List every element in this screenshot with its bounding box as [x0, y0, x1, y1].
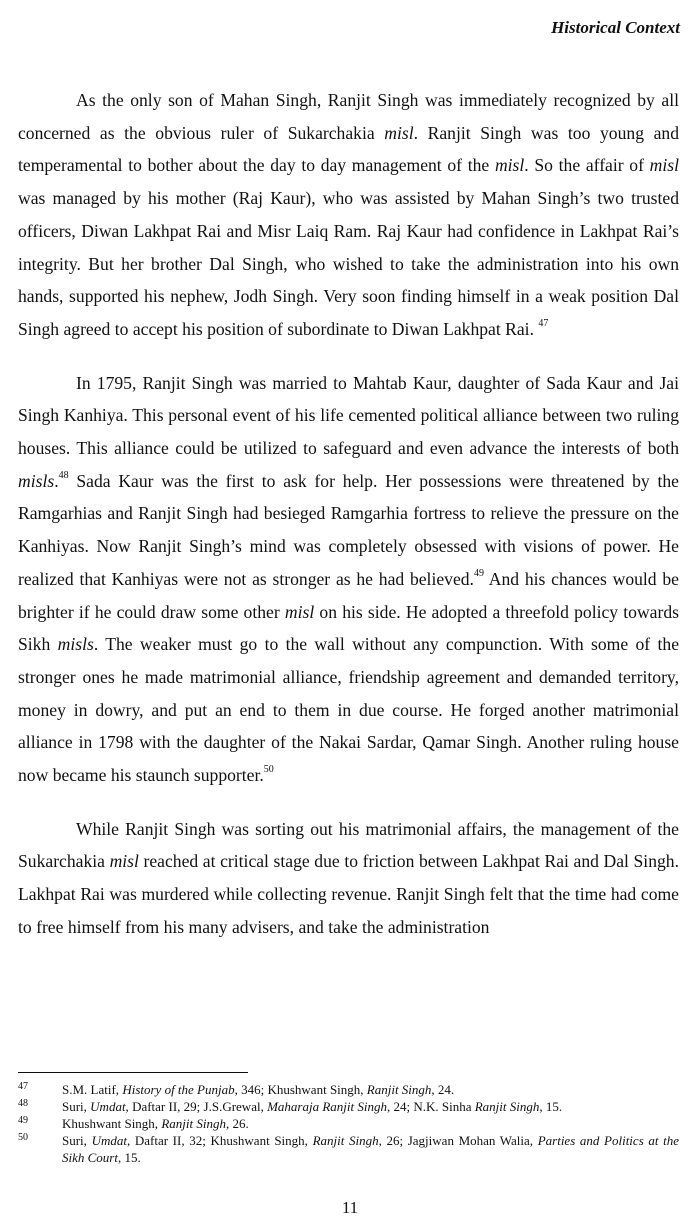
paragraph-1 [18, 84, 679, 346]
italic-title: Parties and Politics at the Sikh Court [62, 1133, 680, 1165]
text-run: Khushwant Singh, [62, 1116, 162, 1131]
italic-term: misls [57, 634, 94, 655]
text-run: . Ranjit Singh was too young and temperamental to bother about the day to day management of the [18, 122, 680, 176]
page-number: 11 [341, 1198, 359, 1217]
text-run: . [54, 470, 59, 491]
italic-term: misl [284, 601, 315, 622]
italic-title: Ranjit Singh, [161, 1116, 230, 1131]
footnote-number: 50 [18, 1132, 28, 1143]
running-header: Historical Context [551, 18, 680, 37]
italic-title: History of the Punjab [122, 1082, 235, 1097]
footnote-ref-47[interactable]: 47 [538, 318, 549, 330]
paragraph-2 [18, 367, 679, 792]
text-run: And his chances would be brighter if he could draw some other [18, 568, 679, 622]
footnote-47 [18, 1081, 679, 1098]
text-run: Sada Kaur was the first to ask for help. Her possessions were threatened by the Ramgarhias and Ranjit Singh had besieged Ramgarhia fortress to relieve the pressure on the Kanhiyas. Now Ranjit Singh’s mind was completely obsessed with visions of power. He realized that Kanhiyas were not as stronger as he had believed. [18, 470, 679, 589]
italic-title: Umdat, [90, 1099, 129, 1114]
text-run: S.M. Latif, [62, 1082, 123, 1097]
text-run: Suri, [62, 1133, 92, 1148]
text-run: , 24; N.K. Sinha [386, 1099, 475, 1114]
text-run: , 24. [431, 1082, 455, 1097]
text-run: 26. [229, 1116, 249, 1131]
italic-title: Ranjit Singh, [312, 1133, 382, 1148]
text-run: In 1795, Ranjit Singh was married to Mahtab Kaur, daughter of Sada Kaur and Jai Singh Kanhiya. This personal event of his life cemented political alliance between two ruling houses. This alliance could be utilized to safeguard and even advance the interests of both [18, 372, 679, 459]
text-run: was managed by his mother (Raj Kaur), who was assisted by Mahan Singh’s two trusted officers, Diwan Lakhpat Rai and Misr Laiq Ram. Raj Kaur had confidence in Lakhpat Rai’s integrity. But her brother Dal Singh, who wished to take the administration into his own hands, supported his nephew, Jodh Singh. Very soon finding himself in a weak position Dal Singh agreed to accept his position of subordinate to Diwan Lakhpat Rai. [18, 188, 679, 339]
footnote-49 [18, 1115, 679, 1132]
footnote-text [62, 1081, 679, 1098]
italic-term: misls [18, 470, 55, 491]
footnote-50 [18, 1132, 679, 1166]
italic-term: misl [649, 155, 680, 176]
footnote-ref-49[interactable]: 49 [473, 567, 484, 579]
footnote-text [62, 1132, 679, 1166]
footnote-number: 47 [18, 1081, 28, 1092]
text-run: , 15. [539, 1099, 563, 1114]
paragraph-3 [18, 813, 679, 944]
footnote-text [62, 1098, 679, 1115]
text-run: . The weaker must go to the wall without any compunction. With some of the stronger ones he made matrimonial alliance, friendship agreement and demanded territory, money in dowry, and put an end to them in due course. He forged another matrimonial alliance in 1798 with the daughter of the Nakai Sardar, Qamar Singh. Another ruling house now became his staunch supporter. [18, 634, 679, 786]
text-run: Daftar II, 32; Khushwant Singh, [130, 1133, 313, 1148]
italic-title: Ranjit Singh [474, 1099, 540, 1114]
text-run: While Ranjit Singh was sorting out his matrimonial affairs, the management of the Sukarchakia [18, 818, 679, 872]
footnotes [18, 1081, 679, 1166]
footnote-text [62, 1115, 679, 1132]
text-run: . So the affair of [524, 155, 650, 176]
footnote-ref-48[interactable]: 48 [58, 469, 69, 481]
footnote-number: 49 [18, 1115, 28, 1126]
text-run: , 346; Khushwant Singh, [234, 1082, 367, 1097]
text-run: on his side. He adopted a threefold policy towards Sikh [18, 601, 679, 655]
text-run: Suri, [62, 1099, 91, 1114]
body-text [18, 84, 679, 965]
footnote-48 [18, 1098, 679, 1115]
italic-title: Umdat, [91, 1133, 131, 1148]
footnote-number: 48 [18, 1098, 28, 1109]
text-run: reached at critical stage due to friction between Lakhpat Rai and Dal Singh. Lakhpat Rai was murdered while collecting revenue. Ranjit Singh felt that the time had come to free himself from his many advisers, and take the administration [18, 851, 679, 937]
footnote-ref-50[interactable]: 50 [263, 764, 274, 776]
text-run: As the only son of Mahan Singh, Ranjit Singh was immediately recognized by all concerned as the obvious ruler of Sukarchakia [18, 90, 679, 143]
footnote-divider [18, 1072, 248, 1073]
text-run: , 15. [117, 1150, 141, 1165]
italic-term: misl [109, 851, 139, 872]
italic-term: misl [384, 122, 414, 143]
text-run: 26; Jagjiwan Mohan Walia, [381, 1133, 538, 1148]
italic-term: misl [494, 155, 525, 176]
text-run: Daftar II, 29; J.S.Grewal, [128, 1099, 268, 1114]
italic-title: Ranjit Singh [366, 1082, 432, 1097]
italic-title: Maharaja Ranjit Singh [267, 1099, 387, 1114]
